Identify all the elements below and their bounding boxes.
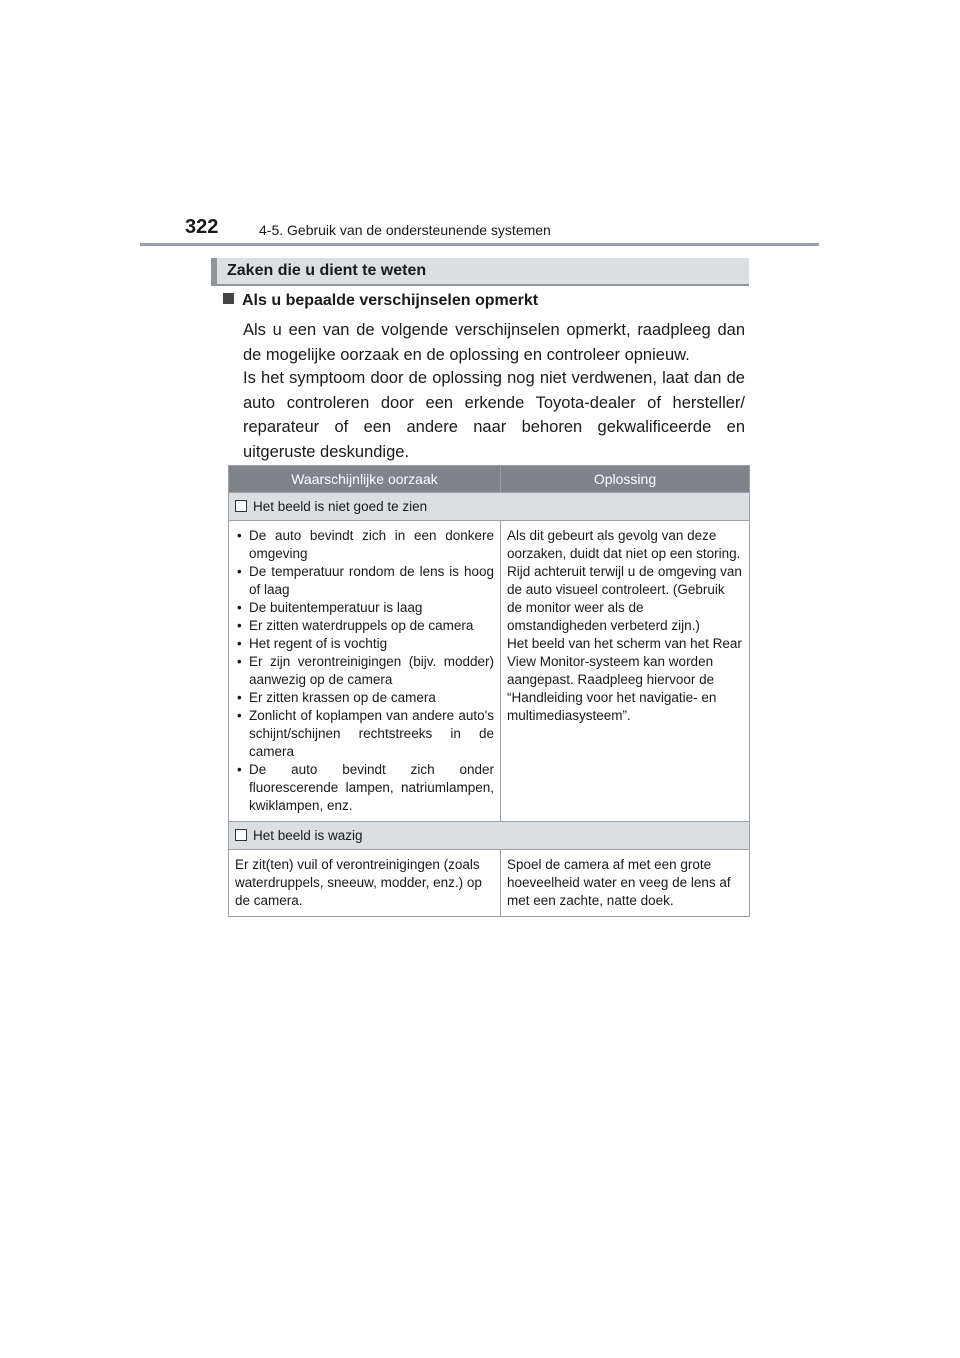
solution-text: Spoel de camera af met een grote hoeveelheid water en veeg de lens af met een zachte, natte doek. bbox=[507, 857, 731, 908]
group-title-cell bbox=[229, 822, 750, 850]
group-title: Het beeld is niet goed te zien bbox=[253, 498, 428, 514]
subheading-text: Als u bepaalde verschijnselen opmerkt bbox=[242, 292, 539, 309]
square-bullet-icon bbox=[223, 293, 234, 304]
list-item: • De auto bevindt zich in een donkere omgeving bbox=[235, 527, 494, 563]
notice-box-title: Zaken die u dient te weten bbox=[227, 262, 427, 279]
paragraph-2: Is het symptoom door de oplossing nog niet verdwenen, laat dan de auto controleren door een erkende Toyota-dealer of hersteller/ reparateur of een andere naar behoren gekwalificeerde en uitgeruste deskundige. bbox=[243, 369, 745, 461]
section-header: 4-5. Gebruik van de ondersteunende systemen bbox=[259, 222, 551, 238]
group-title-cell bbox=[229, 493, 750, 521]
cause-text: Er zit(ten) vuil of verontreinigingen (zoals waterdruppels, sneeuw, modder, enz.) op de camera. bbox=[235, 857, 482, 908]
checkbox-icon bbox=[235, 829, 247, 841]
troubleshooting-table bbox=[228, 465, 750, 917]
notice-box-underline bbox=[211, 284, 749, 286]
table-row bbox=[229, 850, 750, 917]
list-item: • De auto bevindt zich onder fluorescerende lampen, natriumlampen, kwiklampen, enz. bbox=[235, 761, 494, 815]
list-item: • De buitentemperatuur is laag bbox=[235, 599, 494, 617]
page-number: 322 bbox=[185, 216, 219, 238]
list-item: • Er zijn verontreinigingen (bijv. modder) aanwezig op de camera bbox=[235, 653, 494, 689]
group-title: Het beeld is wazig bbox=[253, 827, 363, 843]
causes-cell bbox=[229, 850, 501, 917]
subheading bbox=[223, 292, 538, 310]
solution-cell bbox=[501, 850, 750, 917]
list-item: • Zonlicht of koplampen van andere auto's schijnt/schijnen rechtstreeks in de camera bbox=[235, 707, 494, 761]
notice-box-heading bbox=[211, 258, 749, 284]
list-item: • Er zitten krassen op de camera bbox=[235, 689, 494, 707]
checkbox-icon bbox=[235, 500, 247, 512]
group-row bbox=[229, 822, 750, 850]
list-item: • Het regent of is vochtig bbox=[235, 635, 494, 653]
causes-list bbox=[235, 527, 494, 815]
group-row bbox=[229, 493, 750, 521]
table-row bbox=[229, 521, 750, 822]
column-header-cause: Waarschijnlijke oorzaak bbox=[229, 466, 501, 493]
solution-text: Als dit gebeurt als gevolg van deze oorzaken, duidt dat niet op een storing. Rijd achteruit terwijl u de omgeving van de auto visueel controleert. (Gebruik de monitor weer als de omstandigheden verbeterd zijn.) Het beeld van het scherm van het Rear View Monitor-systeem kan worden aangepast. Raadpleeg hiervoor de “Handleiding voor het navigatie- en multimediasysteem”. bbox=[507, 528, 742, 723]
header-rule bbox=[140, 243, 819, 246]
paragraph-1: Als u een van de volgende verschijnselen opmerkt, raadpleeg dan de mogelijke oorzaak en de oplossing en controleer opnieuw. bbox=[243, 321, 745, 364]
list-item: • Er zitten waterdruppels op de camera bbox=[235, 617, 494, 635]
solution-cell bbox=[501, 521, 750, 822]
causes-cell bbox=[229, 521, 501, 822]
column-header-solution: Oplossing bbox=[501, 466, 750, 493]
table-header-row bbox=[229, 466, 750, 493]
list-item: • De temperatuur rondom de lens is hoog of laag bbox=[235, 563, 494, 599]
